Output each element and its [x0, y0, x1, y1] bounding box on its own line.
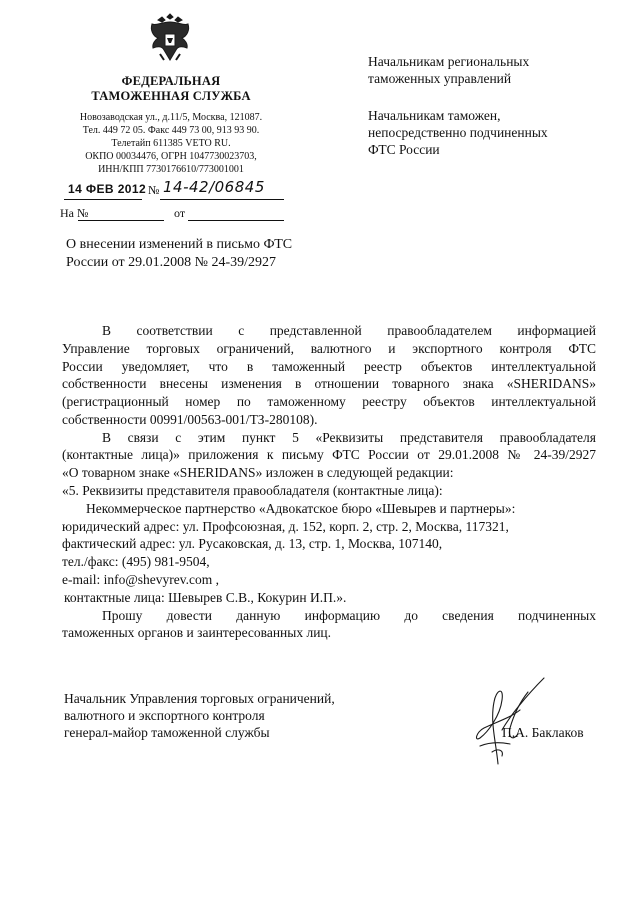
- reference-date-blank: [188, 220, 284, 221]
- coat-of-arms-emblem: [146, 10, 194, 66]
- reference-date-label: от: [174, 206, 186, 220]
- body-line: В соответствии с представленной правообладателем информацией: [102, 323, 596, 338]
- signer-name: П.А. Баклаков: [502, 725, 584, 740]
- body-line: «О товарном знаке «SHERIDANS» изложен в следующей редакции:: [62, 465, 454, 480]
- body-line: фактический адрес: ул. Русаковская, д. 13, стр. 1, Москва, 107140,: [62, 536, 443, 551]
- body-line: «5. Реквизиты представителя правообладателя (контактные лица):: [62, 483, 443, 498]
- recipient-line: Начальникам региональных: [368, 54, 530, 69]
- number-underline: [160, 199, 284, 200]
- body-line: России уведомляет, что в таможенный реестр объектов интеллектуальной: [62, 359, 596, 374]
- signatory-title-line: генерал-майор таможенной службы: [64, 725, 270, 740]
- reference-number-label: На №: [60, 206, 89, 220]
- reference-number-blank: [78, 220, 164, 221]
- recipient-line: непосредственно подчиненных: [368, 125, 548, 140]
- number-label: №: [148, 183, 160, 197]
- sender-phone-line: Тел. 449 72 05. Факс 449 73 00, 913 93 90.: [82, 125, 260, 136]
- subject-line: О внесении изменений в письмо ФТС: [66, 237, 293, 252]
- body-line: контактные лица: Шевырев С.В., Кокурин И.П.».: [64, 590, 347, 605]
- body-line: юридический адрес: ул. Профсоюзная, д. 152, корп. 2, стр. 2, Москва, 117321,: [62, 519, 509, 534]
- body-line: таможенных органов и заинтересованных лиц.: [62, 625, 332, 640]
- body-line: (контактные лица)» приложения к письму ФТС России от 29.01.2008 № 24-39/2927: [62, 447, 596, 462]
- sender-org-name-line2: ТАМОЖЕННАЯ СЛУЖБА: [91, 89, 251, 103]
- recipient-line: таможенных управлений: [368, 71, 512, 86]
- body-line: Прошу довести данную информацию до сведения подчиненных: [102, 608, 596, 623]
- body-line: e-mail: info@shevyrev.com ,: [62, 572, 220, 587]
- date-underline: [64, 199, 142, 200]
- outgoing-date-stamp: 14 ФЕВ 2012: [68, 182, 147, 196]
- body-line: собственности 00991/00563-001/ТЗ-280108).: [62, 412, 318, 427]
- signatory-title-line: Начальник Управления торговых ограничений,: [64, 691, 335, 706]
- body-line: Некоммерческое партнерство «Адвокатское бюро «Шевырев и партнеры»:: [86, 501, 516, 516]
- outgoing-number-handwritten: 14-42/06845: [163, 178, 265, 196]
- body-line: (регистрационный номер по таможенному реестру объектов интеллектуальной: [62, 394, 596, 409]
- sender-org-name-line1: ФЕДЕРАЛЬНАЯ: [121, 74, 221, 88]
- signatory-title-line: валютного и экспортного контроля: [64, 708, 265, 723]
- sender-teletype-line: Телетайп 611385 VETO RU.: [111, 138, 231, 149]
- sender-address-line: Новозаводская ул., д.11/5, Москва, 121087.: [79, 112, 263, 123]
- body-line: собственности внесены изменения в отношении товарного знака «SHERIDANS»: [62, 376, 596, 391]
- handwritten-signature: [440, 672, 560, 772]
- recipient-line: ФТС России: [368, 142, 440, 157]
- body-line: В связи с этим пункт 5 «Реквизиты представителя правообладателя: [102, 430, 596, 445]
- body-line: Управление торговых ограничений, валютного и экспортного контроля ФТС: [62, 341, 596, 356]
- sender-okpo-line: ОКПО 00034476, ОГРН 1047730023703,: [85, 151, 257, 162]
- subject-line: России от 29.01.2008 № 24-39/2927: [66, 255, 277, 270]
- sender-inn-line: ИНН/КПП 7730176610/773001001: [98, 164, 244, 175]
- body-line: тел./факс: (495) 981-9504,: [62, 554, 210, 569]
- recipient-line: Начальникам таможен,: [368, 108, 501, 123]
